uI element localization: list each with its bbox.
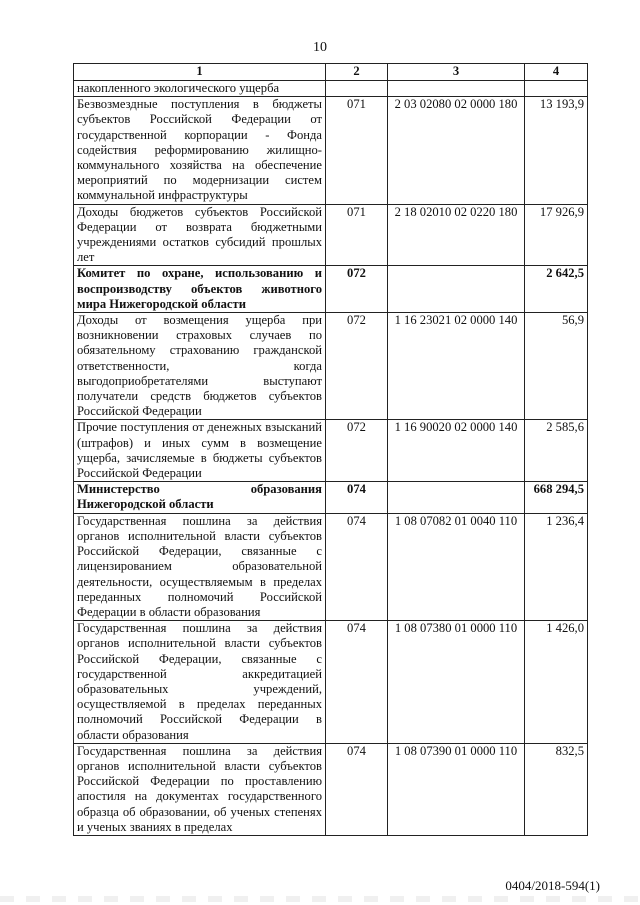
row-admin-code-cell: 072	[326, 313, 388, 420]
header-col-4: 4	[525, 64, 588, 81]
row-budget-classification-code-cell	[388, 81, 525, 97]
row-amount-cell: 1 236,4	[525, 513, 588, 620]
row-name-cell: Комитет по охране, использованию и воспроизводству объектов животного мира Нижегородской области	[74, 266, 326, 313]
table-row	[74, 313, 588, 420]
row-admin-code-cell: 072	[326, 420, 388, 482]
row-admin-code-cell: 074	[326, 621, 388, 744]
table-row	[74, 266, 588, 313]
row-budget-classification-code-cell: 2 03 02080 02 0000 180	[388, 97, 525, 204]
row-name-cell: Безвозмездные поступления в бюджеты субъектов Российской Федерации от государственной корпорации - Фонда содействия реформированию жилищно-коммунального хозяйства на обеспечение мероприятий по модернизации систем коммунальной инфраструктуры	[74, 97, 326, 204]
row-amount-cell: 2 585,6	[525, 420, 588, 482]
table-row	[74, 420, 588, 482]
row-budget-classification-code-cell	[388, 266, 525, 313]
row-admin-code-cell: 074	[326, 482, 388, 513]
row-amount-cell: 832,5	[525, 743, 588, 835]
row-name-cell: Государственная пошлина за действия органов исполнительной власти субъектов Российской Федерации по проставлению апостиля на документах государственного образца об образовании, об ученых степенях и ученых званиях в пределах	[74, 743, 326, 835]
budget-revenue-table	[73, 63, 588, 836]
table-row	[74, 204, 588, 266]
table-row	[74, 743, 588, 835]
row-budget-classification-code-cell	[388, 482, 525, 513]
page-number: 10	[313, 40, 327, 55]
row-amount-cell: 2 642,5	[525, 266, 588, 313]
row-name-cell: Доходы от возмещения ущерба при возникновении страховых случаев по обязательному страхованию гражданской ответственности, когда выгодоприобретателями выступают получатели средств бюджетов субъектов Российской Федерации	[74, 313, 326, 420]
row-name-cell: накопленного экологического ущерба	[74, 81, 326, 97]
row-admin-code-cell: 074	[326, 513, 388, 620]
row-admin-code-cell: 072	[326, 266, 388, 313]
row-admin-code-cell: 071	[326, 97, 388, 204]
row-amount-cell: 1 426,0	[525, 621, 588, 744]
table-header-row	[74, 64, 588, 81]
row-name-cell: Государственная пошлина за действия органов исполнительной власти субъектов Российской Федерации, связанные с лицензированием образовательной деятельности, осуществляемым в пределах переданных полномочий Российской Федерации в области образования	[74, 513, 326, 620]
row-amount-cell: 668 294,5	[525, 482, 588, 513]
header-col-2: 2	[326, 64, 388, 81]
row-admin-code-cell	[326, 81, 388, 97]
table-row	[74, 621, 588, 744]
row-budget-classification-code-cell: 1 08 07380 01 0000 110	[388, 621, 525, 744]
table-row	[74, 513, 588, 620]
row-budget-classification-code-cell: 1 08 07390 01 0000 110	[388, 743, 525, 835]
header-col-1: 1	[74, 64, 326, 81]
header-col-3: 3	[388, 64, 525, 81]
document-footer-code: 0404/2018-594(1)	[505, 878, 600, 893]
row-name-cell: Прочие поступления от денежных взысканий (штрафов) и иных сумм в возмещение ущерба, зачисляемые в бюджеты субъектов Российской Федерации	[74, 420, 326, 482]
table-row	[74, 81, 588, 97]
row-amount-cell: 56,9	[525, 313, 588, 420]
row-amount-cell: 17 926,9	[525, 204, 588, 266]
table-row	[74, 482, 588, 513]
scan-edge-artifact	[0, 896, 640, 902]
row-budget-classification-code-cell: 1 16 23021 02 0000 140	[388, 313, 525, 420]
row-amount-cell	[525, 81, 588, 97]
row-amount-cell: 13 193,9	[525, 97, 588, 204]
row-name-cell: Государственная пошлина за действия органов исполнительной власти субъектов Российской Федерации, связанные с государственной аккредитацией образовательных учреждений, осуществляемой в пределах переданных полномочий Российской Федерации в области образования	[74, 621, 326, 744]
row-name-cell: Доходы бюджетов субъектов Российской Федерации от возврата бюджетными учреждениями остатков субсидий прошлых лет	[74, 204, 326, 266]
row-budget-classification-code-cell: 1 16 90020 02 0000 140	[388, 420, 525, 482]
row-budget-classification-code-cell: 2 18 02010 02 0220 180	[388, 204, 525, 266]
row-admin-code-cell: 074	[326, 743, 388, 835]
table-row	[74, 97, 588, 204]
row-name-cell: Министерство образования Нижегородской области	[74, 482, 326, 513]
row-admin-code-cell: 071	[326, 204, 388, 266]
row-budget-classification-code-cell: 1 08 07082 01 0040 110	[388, 513, 525, 620]
